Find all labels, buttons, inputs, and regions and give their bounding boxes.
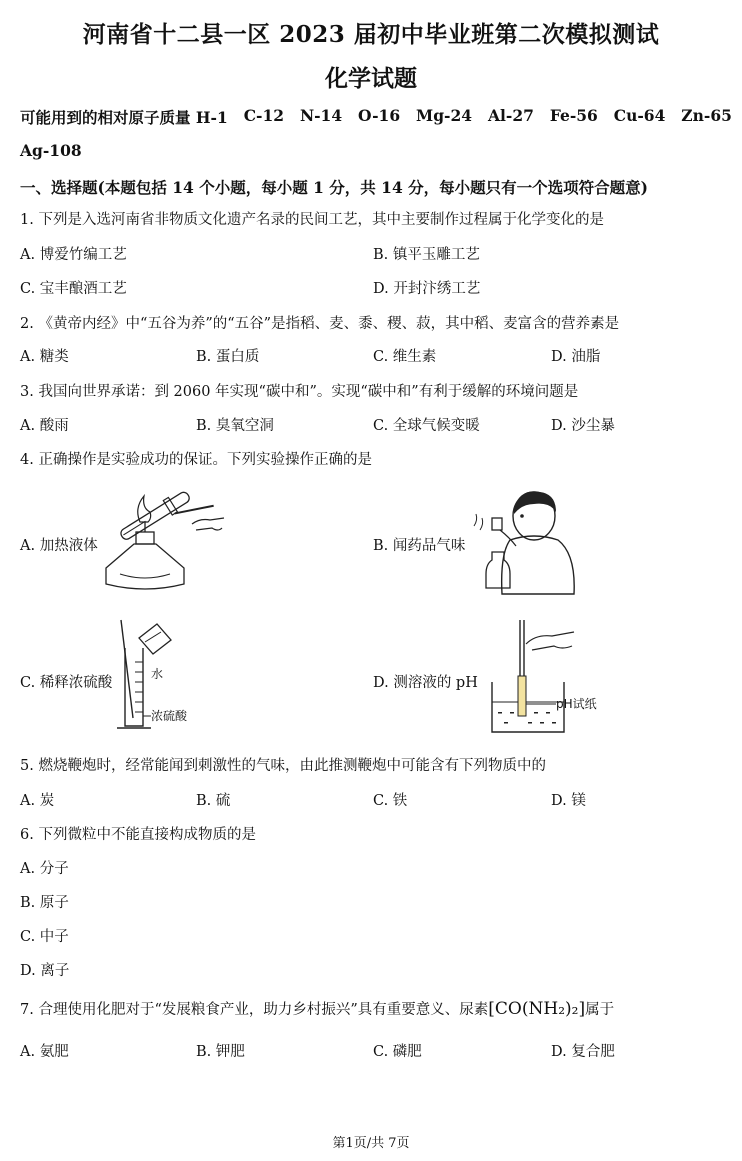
question-7-option-b[interactable]: B. 钾肥 <box>196 1044 245 1060</box>
atomic-mass-item: C-12 <box>243 106 285 125</box>
atomic-mass-item: Ag-108 <box>20 141 82 160</box>
question-7-stem-text: 7. 合理使用化肥对于“发展粮食产业，助力乡村振兴”具有重要意义、尿素 <box>20 1002 489 1018</box>
question-3-option-d[interactable]: D. 沙尘暴 <box>551 418 615 434</box>
exam-title: 河南省十二县一区 2023 届初中毕业班第二次模拟测试 <box>82 21 660 48</box>
atomic-mass-item: Zn-65 <box>681 106 732 125</box>
label-ph-paper: pH试纸 <box>556 697 597 711</box>
section-heading: 一、选择题(本题包括 14 个小题，每小题 1 分，共 14 分，每小题只有一个选项符合题意) <box>20 178 648 197</box>
question-5-option-a[interactable]: A. 炭 <box>20 793 55 809</box>
question-7-stem-end: 属于 <box>585 1002 615 1018</box>
question-5-stem: 5. 燃烧鞭炮时，经常能闻到刺激性的气味，由此推测鞭炮中可能含有下列物质中的 <box>20 758 546 774</box>
question-3-stem: 3. 我国向世界承诺：到 2060 年实现“碳中和”。实现“碳中和”有利于缓解的环境问题是 <box>20 384 579 400</box>
question-7-option-d[interactable]: D. 复合肥 <box>551 1044 615 1060</box>
atomic-mass-item: Cu-64 <box>613 106 666 125</box>
question-1-option-c[interactable]: C. 宝丰酿酒工艺 <box>20 281 127 297</box>
atomic-mass-item: Al-27 <box>487 106 534 125</box>
question-1-stem: 1. 下列是入选河南省非物质文化遗产名录的民间工艺，其中主要制作过程属于化学变化的是 <box>20 212 604 228</box>
measuring-ph-figure <box>488 616 618 740</box>
question-2-option-d[interactable]: D. 油脂 <box>551 349 601 365</box>
atomic-mass-label: 可能用到的相对原子质量 H-1 <box>20 108 228 127</box>
atomic-mass-item: N-14 <box>299 106 343 125</box>
atomic-mass-item: Fe-56 <box>549 106 598 125</box>
question-4-stem: 4. 正确操作是实验成功的保证。下列实验操作正确的是 <box>20 452 372 468</box>
atomic-mass-item: O-16 <box>358 106 401 125</box>
atomic-mass-line <box>20 106 732 128</box>
question-5-option-d[interactable]: D. 镁 <box>551 793 586 809</box>
question-1-option-b[interactable]: B. 镇平玉雕工艺 <box>373 247 480 263</box>
atomic-mass-item: Mg-24 <box>416 106 473 125</box>
question-2-option-c[interactable]: C. 维生素 <box>373 349 437 365</box>
question-5-option-c[interactable]: C. 铁 <box>373 793 408 809</box>
question-7-option-c[interactable]: C. 磷肥 <box>373 1044 422 1060</box>
smelling-chemical-figure <box>470 484 586 596</box>
question-6-option-c[interactable]: C. 中子 <box>20 929 69 945</box>
label-concentrated-acid: 浓硫酸 <box>151 709 188 723</box>
question-7-stem <box>20 998 614 1019</box>
question-1-option-a[interactable]: A. 博爱竹编工艺 <box>20 247 127 263</box>
question-4-option-b[interactable]: B. 闻药品气味 <box>373 538 466 554</box>
question-2-stem: 2. 《黄帝内经》中“五谷为养”的“五谷”是指稻、麦、黍、稷、菽，其中稻、麦富含的营养素是 <box>20 316 620 332</box>
question-6-option-b[interactable]: B. 原子 <box>20 895 69 911</box>
question-5-option-b[interactable]: B. 硫 <box>196 793 231 809</box>
question-2-option-a[interactable]: A. 糖类 <box>20 349 69 365</box>
label-water: 水 <box>151 667 164 681</box>
question-1-option-d[interactable]: D. 开封汴绣工艺 <box>373 281 481 297</box>
exam-subject: 化学试题 <box>325 65 417 92</box>
question-4-option-a[interactable]: A. 加热液体 <box>20 538 98 554</box>
question-3-option-b[interactable]: B. 臭氧空洞 <box>196 418 274 434</box>
heating-liquid-figure <box>100 478 230 602</box>
question-6-option-a[interactable]: A. 分子 <box>20 861 69 877</box>
urea-formula: [CO(NH₂)₂] <box>488 999 586 1019</box>
question-4-option-d[interactable]: D. 测溶液的 pH <box>373 675 478 691</box>
question-4-option-c[interactable]: C. 稀释浓硫酸 <box>20 675 113 691</box>
page-number: 第1页/共 7页 <box>332 1136 410 1151</box>
question-6-option-d[interactable]: D. 离子 <box>20 963 70 979</box>
diluting-acid-figure <box>105 618 220 736</box>
question-3-option-c[interactable]: C. 全球气候变暖 <box>373 418 480 434</box>
question-2-option-b[interactable]: B. 蛋白质 <box>196 349 260 365</box>
question-3-option-a[interactable]: A. 酸雨 <box>20 418 69 434</box>
question-7-option-a[interactable]: A. 氨肥 <box>20 1044 69 1060</box>
question-6-stem: 6. 下列微粒中不能直接构成物质的是 <box>20 827 256 843</box>
